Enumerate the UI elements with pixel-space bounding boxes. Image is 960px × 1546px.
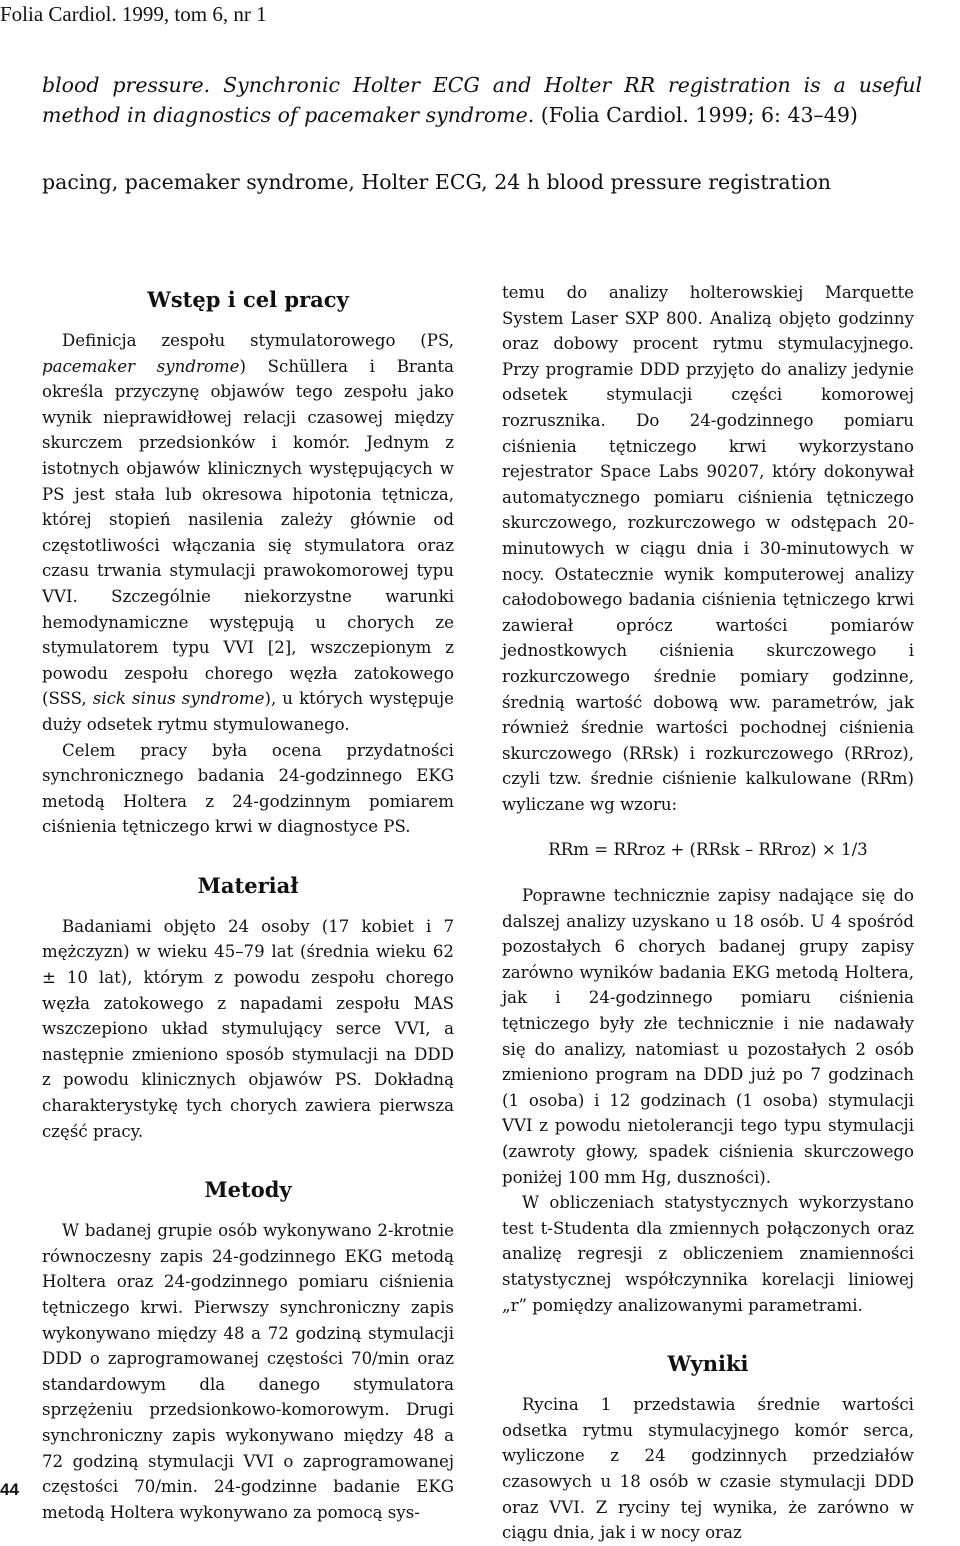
section-title-intro: Wstęp i cel pracy <box>147 287 349 312</box>
page-number: 44 <box>0 1480 19 1499</box>
results-paragraph: Rycina 1 przedstawia średnie wartości odsetka rytmu stymulacyjnego komór serca, wyliczone z 24 godzinnych przedziałów czasowych u 18 osób w czasie stymulacji DDD oraz VVI. Z ryciny tej wynika, że zarówno w ciągu dnia, jak i w nocy oraz <box>502 1395 914 1543</box>
intro-term: pacemaker syndrome <box>42 356 240 376</box>
intro-text-c: ), u których występuje duży odsetek rytmu stymulowanego. <box>42 689 455 734</box>
methods-paragraph-1-end: temu do analizy holterowskiej Marquette System Laser SXP 800. Analizą objęto godzinny oraz dobowy procent rytmu stymulacyjnego. Przy programie DDD przyjęto do analizy jedynie odsetek stymulacji części komorowej rozrusznika. Do 24-godzinnego pomiaru ciśnienia tętniczego krwi wykorzystano rejestrator Space Labs 90207, który dokonywał automatycznego pomiaru ciśnienia tętniczego skurczowego, rozkurczowego w odstępach 20-minutowych w ciągu dnia i 30-minutowych w nocy. Ostatecznie wynik komputerowej analizy całodobowego badania ciśnienia tętniczego krwi zawierał oprócz wartości pomiarów jednostkowych ciśnienia skurczowego i rozkurczowego średnie pomiary godzinne, średnią wartość dobową ww. parametrów, jak również średnie wartości pochodnej ciśnienia skurczowego (RRsk) i rozkurczowego (RRroz), czyli tzw. średnie ciśnienie kalkulowane (RRm) wyliczane wg wzoru: <box>502 283 914 814</box>
section-title-material: Materiał <box>197 872 299 898</box>
intro-text-b: ) Schüllera i Branta określa przyczynę objawów tego zespołu jako wynik nieprawidłowej relacji czasowej między skurczem przedsionków i komór. Jednym z istotnych objawów klinicznych występujących w PS jest stała lub okresowa hipotonia tętnicza, której stopień nasilenia zależy głównie od częstotliwości włączania się stymulatora oraz czasu trwania stymulacji prawokomorowej typu VVI. Szczególnie niekorzystne warunki hemodynamiczne występują u chorych ze stymulatorem typu VVI [2], wszczepionym z powodu zespołu chorego węzła zatokowego (SSS, <box>42 356 454 709</box>
methods-paragraph-2: Poprawne technicznie zapisy nadające się do dalszej analizy uzyskano u 18 osób. U 4 spośród pozostałych 6 chorych badanej grupy zapisy zarówno wyników badania EKG metodą Holtera, jak i 24-godzinnego pomiaru ciśnienia tętniczego były złe technicznie i nie nadawały się do analizy, natomiast u pozostałych 2 osób zmieniono program na DDD już po 7 godzinach (1 osoba) i 12 godzinach (1 osoba) stymulacji VVI z powodu nietolerancji tego typu stymulacji (zawroty głowy, spadek ciśnienia skurczowego poniżej 100 mm Hg, duszności). <box>502 886 914 1187</box>
intro-paragraph-1 <box>42 328 454 738</box>
methods-paragraph-1-start: W badanej grupie osób wykonywano 2-krotnie równoczesny zapis 24-godzinnego EKG metodą Holtera oraz 24-godzinnego pomiaru ciśnienia tętniczego krwi. Pierwszy synchroniczny zapis wykonywano między 48 a 72 godziną stymulacji DDD o zaprogramowanej częstości 70/min oraz standardowym dla danego stymulatora sprzężeniu przedsionkowo-komorowym. Drugi synchroniczny zapis wykonywano między 48 a 72 godziną stymulacji VVI o zaprogramowanej częstości 70/min. 24-godzinne badanie EKG metodą Holtera wykonywano za pomocą sys- <box>42 1221 454 1522</box>
intro-text-a: Definicja zespołu stymulatorowego (PS, <box>62 331 454 350</box>
right-column <box>502 280 914 1546</box>
section-title-methods: Metody <box>204 1177 292 1203</box>
journal-reference: Folia Cardiol. 1999, tom 6, nr 1 <box>0 2 267 26</box>
abstract-citation: (Folia Cardiol. 1999; 6: 43–49) <box>540 103 858 127</box>
abstract-text: blood pressure. Synchronic Holter ECG and Holter RR registration is a useful method in diagnostics of pacemaker syndrome. <box>42 73 922 127</box>
left-column <box>42 280 454 1525</box>
formula: RRm = RRroz + (RRsk – RRroz) × 1/3 <box>548 840 868 860</box>
material-paragraph: Badaniami objęto 24 osoby (17 kobiet i 7 mężczyzn) w wieku 45–79 lat (średnia wieku 62 ± 10 lat), którym z powodu zespołu chorego węzła zatokowego z napadami zespołu MAS wszczepiono układ stymulujący serce VVI, a następnie zmieniono sposób stymulacji na DDD z powodu klinicznych objawów PS. Dokładną charakterystykę tych chorych zawiera pierwsza część pracy. <box>42 916 454 1141</box>
intro-term-2: sick sinus syndrome <box>92 689 265 709</box>
methods-paragraph-3: W obliczeniach statystycznych wykorzystano test t-Studenta dla zmiennych połączonych oraz analizę regresji z obliczeniem znamienności statystycznej współczynnika korelacji liniowej „r” pomiędzy analizowanymi parametrami. <box>502 1193 914 1315</box>
abstract-ending <box>42 70 922 130</box>
section-title-results: Wyniki <box>667 1351 749 1377</box>
intro-paragraph-2: Celem pracy była ocena przydatności synchronicznego badania 24-godzinnego EKG metodą Holtera z 24-godzinnym pomiarem ciśnienia tętniczego krwi w diagnostyce PS. <box>42 740 454 837</box>
keywords: pacing, pacemaker syndrome, Holter ECG, 24 h blood pressure registration <box>42 170 831 194</box>
